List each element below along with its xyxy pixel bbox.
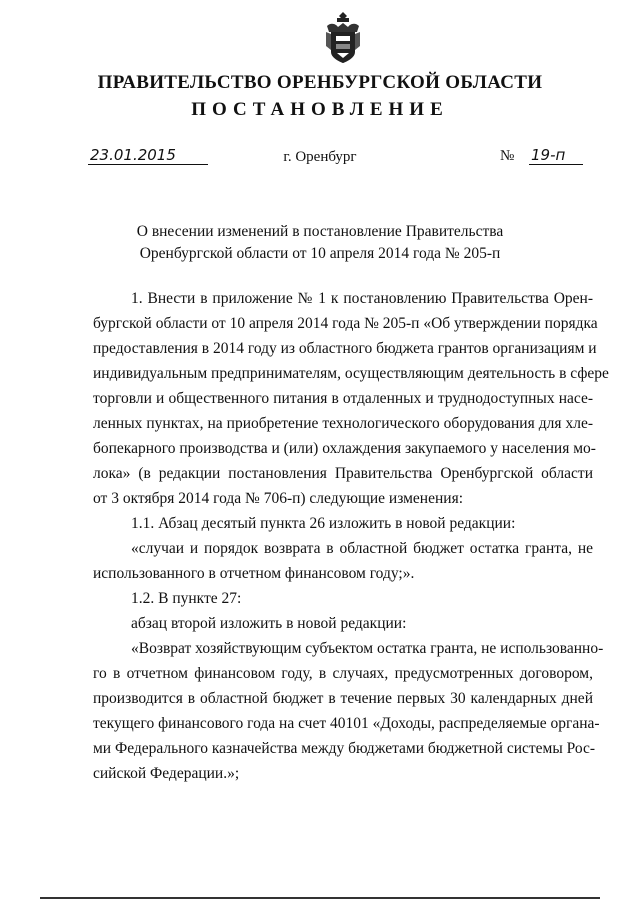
body-line: от 3 октября 2014 года № 706-п) следующие изменения: xyxy=(93,490,464,507)
body-line: го в отчетном финансовом году, в случаях, предусмотренных договором, xyxy=(93,665,593,682)
body-line: сийской Федерации.»; xyxy=(93,765,240,782)
document-city: г. Оренбург xyxy=(283,149,357,165)
subject-line: Оренбургской области от 10 апреля 2014 года № 205-п xyxy=(139,245,501,262)
body-line: абзац второй изложить в новой редакции: xyxy=(131,615,407,632)
body-line: торговли и общественного питания в отдаленных и труднодоступных насе- xyxy=(93,390,593,407)
subject-line: О внесении изменений в постановление Правительства xyxy=(136,223,504,240)
body-line: 1. Внести в приложение № 1 к постановлению Правительства Орен- xyxy=(131,290,593,307)
body-line: «случаи и порядок возврата в областной бюджет остатка гранта, не xyxy=(131,540,593,557)
government-title: ПРАВИТЕЛЬСТВО ОРЕНБУРГСКОЙ ОБЛАСТИ xyxy=(97,72,543,93)
coat-of-arms-emblem xyxy=(324,12,362,64)
body-line: «Возврат хозяйствующим субъектом остатка гранта, не использованно- xyxy=(131,640,604,657)
body-line: использованного в отчетном финансовом году;». xyxy=(93,565,415,582)
document-number: 19-п xyxy=(529,146,583,165)
body-line: индивидуальным предпринимателям, осуществляющим деятельность в сфере xyxy=(93,365,609,382)
body-line: производится в областной бюджет в течение первых 30 календарных дней xyxy=(93,690,593,707)
body-line: 1.2. В пункте 27: xyxy=(131,590,242,607)
body-line: 1.1. Абзац десятый пункта 26 изложить в новой редакции: xyxy=(131,515,516,532)
document-number-label: № xyxy=(500,148,515,164)
document-subject xyxy=(0,221,640,265)
body-line: текущего финансового года на счет 40101 «Доходы, распределяемые органа- xyxy=(93,715,600,732)
page-bottom-rule xyxy=(40,897,600,899)
document-date: 23.01.2015 xyxy=(88,146,208,165)
body-line: бопекарного производства и (или) охлаждения закупаемого у населения мо- xyxy=(93,440,596,457)
body-line: ми Федерального казначейства между бюджетами бюджетной системы Рос- xyxy=(93,740,596,757)
body-line: ленных пунктах, на приобретение технологического оборудования для хле- xyxy=(93,415,593,432)
body-line: бургской области от 10 апреля 2014 года № 205-п «Об утверждении порядка xyxy=(93,315,598,332)
document-type-title: ПОСТАНОВЛЕНИЕ xyxy=(191,99,449,120)
body-line: предоставления в 2014 году из областного бюджета грантов организациям и xyxy=(93,340,597,357)
body-line: лока» (в редакции постановления Правительства Оренбургской области xyxy=(93,465,593,482)
